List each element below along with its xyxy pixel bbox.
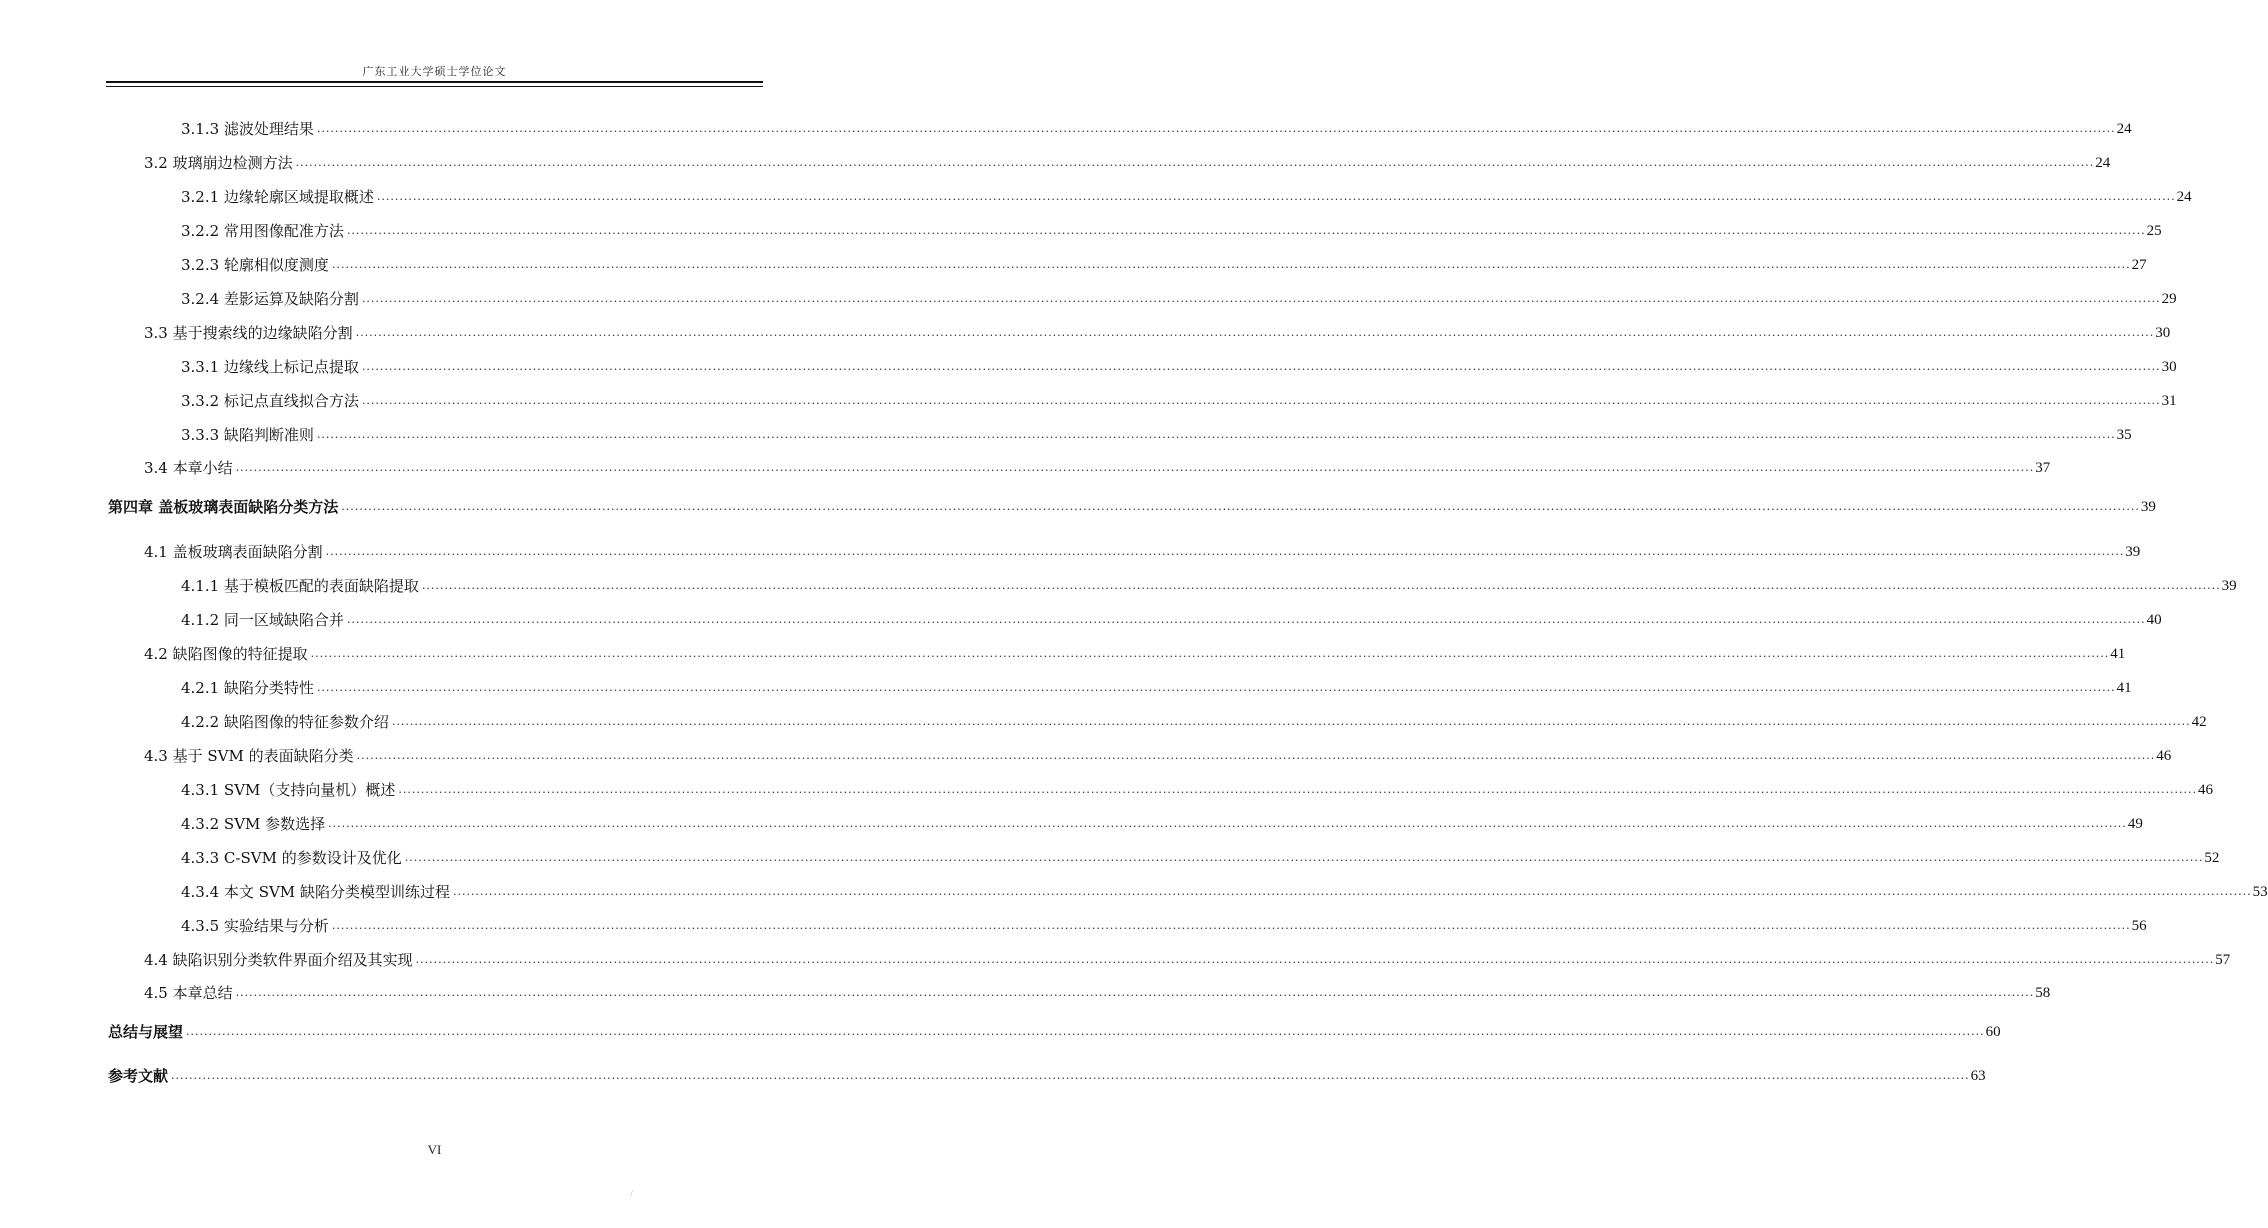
toc-entry[interactable] (144, 741, 2172, 765)
stray-mark: / (630, 1188, 634, 1200)
toc-entry-page: 46 (2156, 748, 2172, 764)
toc-entry-label: 4.2.1 缺陷分类特性 (181, 679, 314, 697)
toc-entry-label: 4.2.2 缺陷图像的特征参数介绍 (181, 713, 389, 731)
toc-entry-page: 58 (2035, 985, 2051, 1001)
toc-entry[interactable] (181, 352, 2177, 376)
toc-entry[interactable] (181, 250, 2147, 274)
toc-entry-label: 3.2.3 轮廓相似度测度 (181, 256, 329, 274)
toc-leader-dots: ................................................................................................................................................................................................................................................................................................................................................................................................................ (331, 258, 2131, 271)
toc-entry[interactable] (144, 639, 2126, 663)
toc-leader-dots: ................................................................................................................................................................................................................................................................................................................................................................................................................ (295, 156, 2095, 169)
toc-entry[interactable] (181, 420, 2132, 444)
toc-entry[interactable] (144, 945, 2231, 969)
toc-entry-label: 3.3 基于搜索线的边缘缺陷分割 (144, 324, 353, 342)
toc-entry-page: 39 (2140, 499, 2156, 515)
toc-entry-page: 41 (2110, 646, 2126, 662)
page-number: VI (427, 1142, 442, 1157)
toc-entry-label: 3.1.3 滤波处理结果 (181, 120, 314, 138)
toc-entry[interactable] (181, 809, 2143, 833)
toc-leader-dots: ................................................................................................................................................................................................................................................................................................................................................................................................................ (316, 122, 2116, 135)
toc-entry[interactable] (144, 148, 2111, 172)
running-header-title: 广东工业大学硕士学位论文 (362, 65, 507, 78)
toc-entry-page: 24 (2116, 121, 2132, 137)
toc-leader-dots: ................................................................................................................................................................................................................................................................................................................................................................................................................ (452, 885, 2252, 898)
toc-entry[interactable] (144, 537, 2141, 561)
toc-leader-dots: ................................................................................................................................................................................................................................................................................................................................................................................................................ (346, 613, 2146, 626)
toc-entry[interactable] (181, 386, 2177, 410)
toc-leader-dots: ................................................................................................................................................................................................................................................................................................................................................................................................................ (404, 851, 2204, 864)
toc-entry[interactable] (181, 673, 2132, 697)
toc-entry-label: 4.3.4 本文 SVM 缺陷分类模型训练过程 (181, 883, 450, 901)
toc-entry-page: 30 (2161, 359, 2177, 375)
toc-entry[interactable] (181, 284, 2177, 308)
toc-entry-page: 39 (2221, 578, 2237, 594)
toc-entry[interactable] (108, 1017, 2001, 1041)
toc-entry-page: 31 (2161, 393, 2177, 409)
toc-leader-dots: ................................................................................................................................................................................................................................................................................................................................................................................................................ (235, 986, 2035, 999)
toc-entry-label: 4.1.2 同一区域缺陷合并 (181, 611, 344, 629)
toc-entry[interactable] (181, 911, 2147, 935)
toc-entry-label: 4.1 盖板玻璃表面缺陷分割 (144, 543, 323, 561)
toc-leader-dots: ................................................................................................................................................................................................................................................................................................................................................................................................................ (325, 545, 2125, 558)
toc-leader-dots: ................................................................................................................................................................................................................................................................................................................................................................................................................ (361, 360, 2161, 373)
toc-entry-page: 49 (2127, 816, 2143, 832)
toc-entry[interactable] (144, 978, 2051, 1002)
toc-entry-page: 53 (2252, 884, 2268, 900)
toc-entry[interactable] (181, 775, 2214, 799)
toc-entry-page: 41 (2116, 680, 2132, 696)
toc-entry-page: 29 (2161, 291, 2177, 307)
toc-entry-page: 60 (1985, 1024, 2001, 1040)
header-rule-thick (106, 81, 763, 83)
toc-entry-label: 4.1.1 基于模板匹配的表面缺陷提取 (181, 577, 419, 595)
toc-entry-label: 4.3 基于 SVM 的表面缺陷分类 (144, 747, 354, 765)
toc-entry-label: 3.2.2 常用图像配准方法 (181, 222, 344, 240)
toc-entry-label: 3.3.3 缺陷判断准则 (181, 426, 314, 444)
toc-leader-dots: ................................................................................................................................................................................................................................................................................................................................................................................................................ (356, 749, 2156, 762)
toc-entry-page: 24 (2095, 155, 2111, 171)
toc-entry-label: 4.3.5 实验结果与分析 (181, 917, 329, 935)
toc-entry-page: 40 (2146, 612, 2162, 628)
toc-entry[interactable] (181, 114, 2132, 138)
toc-entry[interactable] (144, 318, 2171, 342)
toc-leader-dots: ................................................................................................................................................................................................................................................................................................................................................................................................................ (186, 1025, 1985, 1038)
toc-entry-label: 4.5 本章总结 (144, 984, 233, 1002)
toc-entry-page: 57 (2215, 952, 2231, 968)
toc-entry-label: 总结与展望 (108, 1023, 184, 1041)
toc-entry-page: 35 (2116, 427, 2132, 443)
toc-entry[interactable] (108, 1061, 1986, 1085)
toc-entry-label: 4.3.2 SVM 参数选择 (181, 815, 326, 833)
toc-entry-label: 第四章 盖板玻璃表面缺陷分类方法 (108, 498, 339, 516)
toc-entry-label: 4.2 缺陷图像的特征提取 (144, 645, 308, 663)
toc-entry-page: 52 (2204, 850, 2220, 866)
toc-leader-dots: ................................................................................................................................................................................................................................................................................................................................................................................................................ (331, 919, 2131, 932)
toc-entry[interactable] (181, 571, 2237, 595)
toc-entry[interactable] (144, 453, 2051, 477)
toc-entry-page: 27 (2131, 257, 2147, 273)
toc-leader-dots: ................................................................................................................................................................................................................................................................................................................................................................................................................ (310, 647, 2110, 660)
toc-leader-dots: ................................................................................................................................................................................................................................................................................................................................................................................................................ (316, 428, 2116, 441)
toc-entry[interactable] (181, 707, 2207, 731)
toc-leader-dots: ................................................................................................................................................................................................................................................................................................................................................................................................................ (421, 579, 2221, 592)
toc-leader-dots: ................................................................................................................................................................................................................................................................................................................................................................................................................ (171, 1069, 1970, 1082)
toc-leader-dots: ................................................................................................................................................................................................................................................................................................................................................................................................................ (355, 326, 2155, 339)
toc-entry[interactable] (181, 843, 2220, 867)
toc-entry-label: 参考文献 (108, 1067, 169, 1085)
toc-entry-page: 42 (2191, 714, 2207, 730)
toc-leader-dots: ................................................................................................................................................................................................................................................................................................................................................................................................................ (235, 461, 2035, 474)
toc-entry-page: 25 (2146, 223, 2162, 239)
toc-leader-dots: ................................................................................................................................................................................................................................................................................................................................................................................................................ (361, 394, 2161, 407)
toc-leader-dots: ................................................................................................................................................................................................................................................................................................................................................................................................................ (361, 292, 2161, 305)
toc-leader-dots: ................................................................................................................................................................................................................................................................................................................................................................................................................ (328, 817, 2127, 830)
toc-leader-dots: ................................................................................................................................................................................................................................................................................................................................................................................................................ (346, 224, 2146, 237)
toc-entry-label: 3.3.2 标记点直线拟合方法 (181, 392, 359, 410)
toc-entry-label: 3.3.1 边缘线上标记点提取 (181, 358, 359, 376)
toc-entry[interactable] (181, 877, 2268, 901)
toc-leader-dots: ................................................................................................................................................................................................................................................................................................................................................................................................................ (376, 190, 2176, 203)
toc-entry[interactable] (181, 605, 2162, 629)
toc-leader-dots: ................................................................................................................................................................................................................................................................................................................................................................................................................ (398, 783, 2198, 796)
toc-leader-dots: ................................................................................................................................................................................................................................................................................................................................................................................................................ (415, 953, 2215, 966)
toc-entry[interactable] (181, 216, 2162, 240)
toc-entry[interactable] (181, 182, 2192, 206)
toc-entry-label: 3.2 玻璃崩边检测方法 (144, 154, 293, 172)
toc-entry-page: 39 (2125, 544, 2141, 560)
toc-leader-dots: ................................................................................................................................................................................................................................................................................................................................................................................................................ (341, 500, 2140, 513)
toc-leader-dots: ................................................................................................................................................................................................................................................................................................................................................................................................................ (316, 681, 2116, 694)
toc-leader-dots: ................................................................................................................................................................................................................................................................................................................................................................................................................ (391, 715, 2191, 728)
toc-entry-page: 30 (2155, 325, 2171, 341)
toc-entry-page: 24 (2176, 189, 2192, 205)
toc-entry-label: 4.4 缺陷识别分类软件界面介绍及其实现 (144, 951, 413, 969)
toc-entry-page: 56 (2131, 918, 2147, 934)
toc-entry[interactable] (108, 492, 2156, 516)
header-rule-thin (106, 86, 763, 87)
toc-entry-label: 3.2.4 差影运算及缺陷分割 (181, 290, 359, 308)
toc-entry-page: 63 (1970, 1068, 1986, 1084)
toc-entry-label: 4.3.1 SVM（支持向量机）概述 (181, 781, 396, 799)
toc-entry-label: 3.2.1 边缘轮廓区域提取概述 (181, 188, 374, 206)
toc-entry-page: 37 (2035, 460, 2051, 476)
toc-entry-page: 46 (2198, 782, 2214, 798)
toc-entry-label: 4.3.3 C-SVM 的参数设计及优化 (181, 849, 402, 867)
toc-entry-label: 3.4 本章小结 (144, 459, 233, 477)
